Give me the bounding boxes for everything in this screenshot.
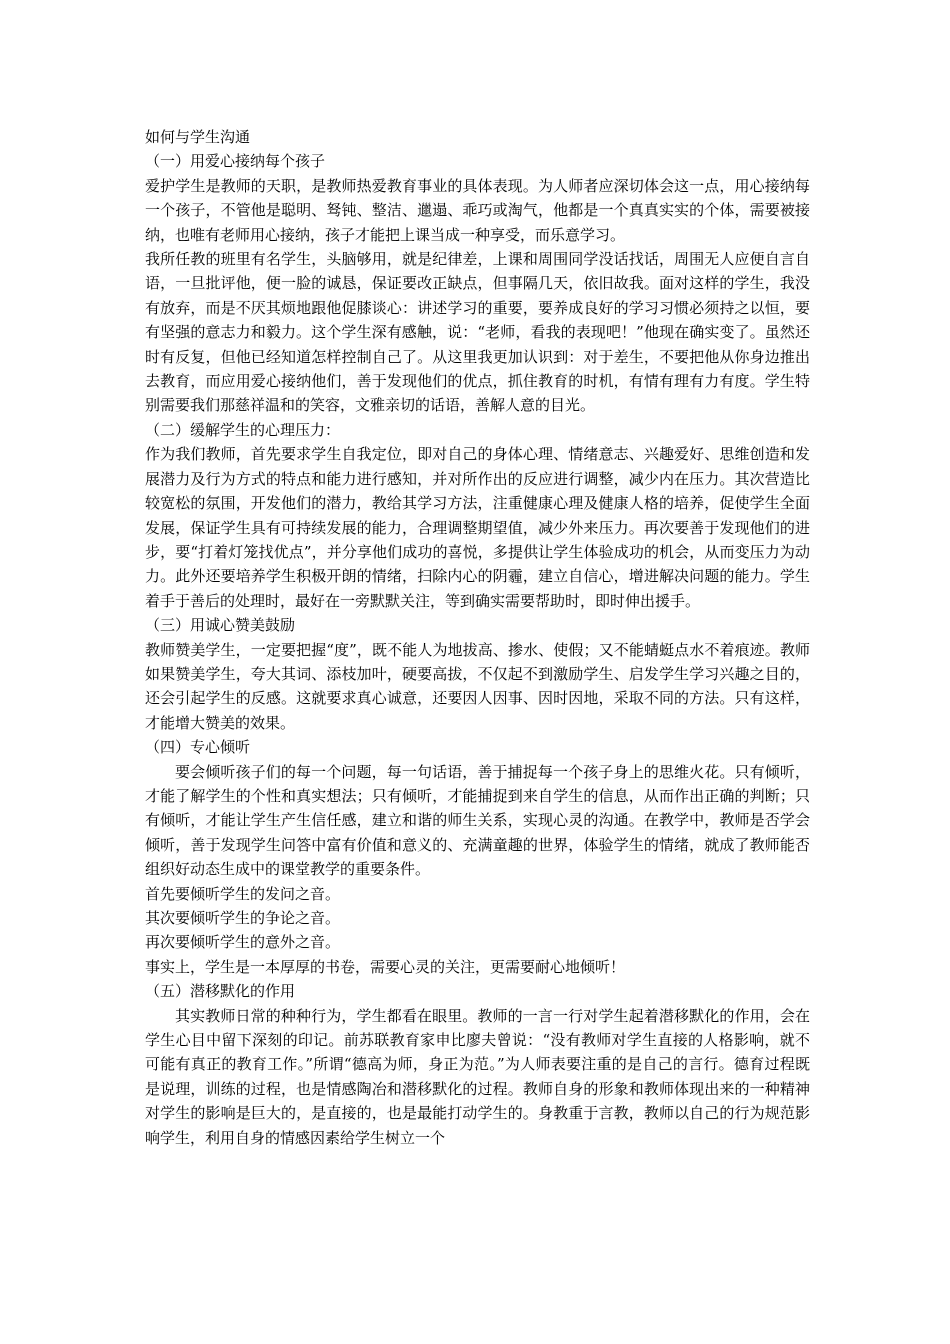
section-heading: （四）专心倾听 bbox=[145, 738, 251, 757]
body-paragraph: 再次要倾听学生的意外之音。 bbox=[145, 933, 341, 952]
body-paragraph: 我所任教的班里有名学生，头脑够用，就是纪律差，上课和周围同学没话找话，周围无人应便自言自语，一旦批评他，便一脸的诚恳，保证要改正缺点，但事隔几天，依旧故我。面对这样的学生，我没有放弃，而是不厌其烦地跟他促膝谈心：讲述学习的重要，要养成良好的学习习惯必须持之以恒，要有坚强的意志力和毅力。这个学生深有感触，说：“老师，看我的表现吧！”他现在确实变了。虽然还时有反复，但他已经知道怎样控制自己了。从这里我更加认识到：对于差生，不要把他从你身边推出去教育，而应用爱心接纳他们，善于发现他们的优点，抓住教育的时机，有情有理有力有度。学生特别需要我们那慈祥温和的笑容，文雅亲切的话语，善解人意的目光。 bbox=[145, 250, 810, 415]
section-5 bbox=[145, 979, 810, 1150]
section-heading: （一）用爱心接纳每个孩子 bbox=[145, 152, 326, 171]
body-paragraph: 爱护学生是教师的天职，是教师热爱教育事业的具体表现。为人师者应深切体会这一点，用心接纳每一个孩子，不管他是聪明、驽钝、整洁、邋遢、乖巧或淘气，他都是一个真真实实的个体，需要被接纳，也唯有老师用心接纳，孩子才能把上课当成一种享受，而乐意学习。 bbox=[145, 176, 810, 244]
section-2 bbox=[145, 418, 810, 613]
body-paragraph: 作为我们教师，首先要求学生自我定位，即对自己的身体心理、情绪意志、兴趣爱好、思维创造和发展潜力及行为方式的特点和能力进行感知，并对所作出的反应进行调整，减少内在压力。其次营造比较宽松的氛围，开发他们的潜力，教给其学习方法，注重健康心理及健康人格的培养，促使学生全面发展，保证学生具有可持续发展的能力，合理调整期望值，减少外来压力。再次要善于发现他们的进步，要“打着灯笼找优点”，并分享他们成功的喜悦，多提供让学生体验成功的机会，从而变压力为动力。此外还要培养学生积极开朗的情绪，扫除内心的阴霾，建立自信心，增进解决问题的能力。学生着手于善后的处理时，最好在一旁默默关注，等到确实需要帮助时，即时伸出援手。 bbox=[145, 445, 810, 610]
body-paragraph: 事实上，学生是一本厚厚的书卷，需要心灵的关注，更需要耐心地倾听！ bbox=[145, 957, 626, 976]
section-heading: （三）用诚心赞美鼓励 bbox=[145, 616, 296, 635]
body-paragraph: 教师赞美学生，一定要把握“度”，既不能人为地拔高、掺水、使假；又不能蜻蜓点水不着痕迹。教师如果赞美学生，夸大其词、添枝加叶，硬要高拔，不仅起不到激励学生、启发学生学习兴趣之目的，还会引起学生的反感。这就要求真心诚意，还要因人因事、因时因地，采取不同的方法。只有这样，才能增大赞美的效果。 bbox=[145, 640, 810, 732]
section-3 bbox=[145, 613, 810, 735]
section-1 bbox=[145, 149, 810, 417]
body-paragraph: 其实教师日常的种种行为，学生都看在眼里。教师的一言一行对学生起着潜移默化的作用，会在学生心目中留下深刻的印记。前苏联教育家申比廖夫曾说：“没有教师对学生直接的人格影响，就不可能有真正的教育工作。”所谓“德高为师，身正为范。”为人师表要注重的是自己的言行。德育过程既是说理，训练的过程，也是情感陶冶和潜移默化的过程。教师自身的形象和教师体现出来的一种精神对学生的影响是巨大的，是直接的，也是最能打动学生的。身教重于言教，教师以自己的行为规范影响学生，利用自身的情感因素给学生树立一个 bbox=[145, 1006, 810, 1147]
document-page bbox=[145, 125, 810, 1150]
body-paragraph: 其次要倾听学生的争论之音。 bbox=[145, 909, 341, 927]
body-paragraph: 首先要倾听学生的发问之音。 bbox=[145, 884, 341, 903]
section-heading: （五）潜移默化的作用 bbox=[145, 982, 296, 1001]
section-4 bbox=[145, 735, 810, 979]
document-title: 如何与学生沟通 bbox=[145, 128, 251, 146]
body-paragraph: 要会倾听孩子们的每一个问题，每一句话语，善于捕捉每一个孩子身上的思维火花。只有倾听，才能了解学生的个性和真实想法；只有倾听，才能捕捉到来自学生的信息，从而作出正确的判断；只有倾听，才能让学生产生信任感，建立和谐的师生关系，实现心灵的沟通。在教学中，教师是否学会倾听，善于发现学生问答中富有价值和意义的、充满童趣的世界，体验学生的情绪，就成了教师能否组织好动态生成中的课堂教学的重要条件。 bbox=[145, 762, 810, 879]
section-heading: （二）缓解学生的心理压力： bbox=[145, 420, 341, 439]
